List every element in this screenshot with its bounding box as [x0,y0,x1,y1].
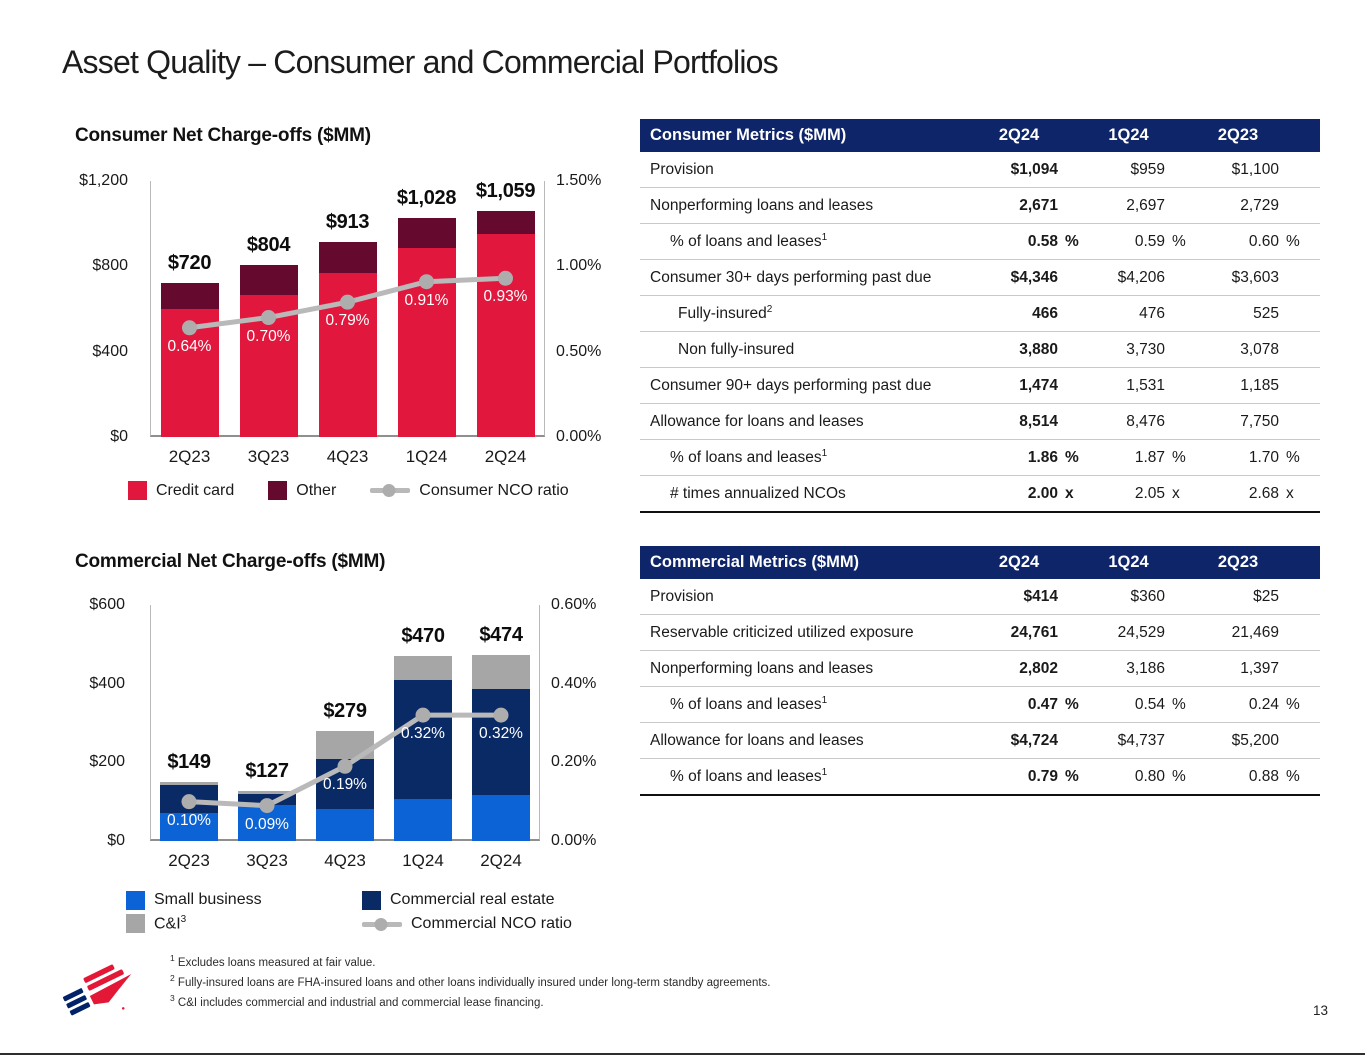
bar-total-label: $470 [401,625,445,648]
right-axis-tick: 0.50% [556,342,602,360]
nco-marker [260,798,275,813]
cell-value: 2.00 [1027,484,1058,502]
bank-logo [56,956,142,1025]
table-row [640,152,1320,188]
cell-value: 24,529 [1117,623,1165,641]
bar-total-label: $474 [479,623,523,646]
cell-value: 0.59 [1134,232,1165,250]
row-label: Consumer 30+ days performing past due [650,268,932,286]
cell-value: 2.05 [1134,484,1165,502]
cell-value: 476 [1139,304,1165,322]
footnote-line: $^1$ Excludes loans measured at fair value. [170,953,376,969]
cell-suffix: % [1172,695,1186,713]
right-axis-tick: 0.20% [551,753,597,771]
cell-value: $5,200 [1231,731,1279,749]
nco-ratio-label: 0.09% [245,815,289,833]
cell-value: 3,186 [1126,659,1165,677]
table-row [640,224,1320,260]
left-axis-tick: $400 [89,674,125,692]
cell-value: 466 [1032,304,1058,322]
cell-value: 2,671 [1019,196,1058,214]
column-header: 1Q24 [1108,126,1149,144]
table-row [640,476,1320,513]
table-row [640,759,1320,796]
nco-line-icon [370,483,410,498]
left-axis-tick: $0 [107,832,125,849]
bar-total-label: $127 [245,760,289,783]
consumer-nco-chart [58,118,718,538]
left-axis-tick: $600 [89,596,125,613]
legend-swatch [268,481,287,500]
nco-line-icon [362,917,402,932]
nco-marker [494,708,509,723]
nco-marker [340,295,355,310]
row-label: Nonperforming loans and leases [650,659,874,677]
nco-ratio-label: 0.79% [325,312,370,330]
right-axis-tick: 0.00% [551,832,597,849]
cell-value: $25 [1253,587,1279,605]
legend-label: Other [296,481,337,499]
cell-value: $1,094 [1010,160,1058,178]
row-label: Non fully-insured [678,340,795,358]
right-axis-tick: 0.40% [551,674,597,692]
nco-ratio-line [150,605,540,841]
x-axis-label: 4Q23 [324,851,366,870]
left-axis-tick: $400 [92,342,128,360]
x-axis-label: 2Q23 [168,851,210,870]
nco-ratio-line [150,181,545,437]
row-label: Allowance for loans and leases [650,731,864,749]
cell-value: 0.24 [1248,695,1279,713]
cell-value: 2,729 [1240,196,1279,214]
nco-ratio-label: 0.32% [401,725,445,743]
nco-ratio-label: 0.64% [167,337,212,355]
nco-ratio-label: 0.70% [246,327,291,345]
table-title: Consumer Metrics ($MM) [650,126,847,144]
column-header: 2Q24 [998,553,1040,571]
right-axis-tick: 1.50% [556,172,602,189]
column-header: 2Q23 [1217,126,1259,144]
row-label: % of loans and leases$^1$ [670,231,828,251]
cell-suffix: x [1286,484,1294,502]
x-axis-label: 2Q24 [484,447,527,466]
nco-marker [182,794,197,809]
cell-value: 2.68 [1248,484,1279,502]
cell-value: 0.47 [1027,695,1058,713]
table-title: Commercial Metrics ($MM) [650,553,860,571]
left-axis-tick: $200 [89,753,125,771]
column-header: 2Q24 [998,126,1040,144]
left-axis-tick: $1,200 [79,172,128,189]
cell-value: 2,697 [1126,196,1165,214]
row-label: % of loans and leases$^1$ [670,766,828,786]
legend-label: Small business [154,891,262,908]
x-axis-label: 2Q23 [168,447,211,466]
table-row [640,188,1320,224]
x-axis-label: 3Q23 [247,447,290,466]
cell-suffix: % [1286,232,1300,250]
row-label: % of loans and leases$^1$ [670,447,828,467]
legend-item [362,915,572,933]
legend-item [126,891,362,910]
right-axis-tick: 1.00% [556,257,602,275]
x-axis-label: 1Q24 [402,851,444,870]
table-row [640,687,1320,723]
bar-total-label: $720 [167,252,212,275]
cell-value: 3,730 [1126,340,1165,358]
legend-swatch [126,891,145,910]
nco-ratio-label: 0.10% [167,811,211,829]
cell-suffix: % [1172,232,1186,250]
page-title: Asset Quality – Consumer and Commercial Portfolios [62,44,778,80]
cell-value: 1,185 [1240,376,1279,394]
right-axis-tick: 0.00% [556,428,602,445]
nco-ratio-label: 0.91% [404,291,449,309]
cell-value: 0.88 [1248,767,1279,785]
table-row [640,615,1320,651]
legend-label: Commercial real estate [390,891,555,908]
page-number: 13 [1312,1003,1328,1018]
cell-value: 0.54 [1134,695,1165,713]
cell-value: 1.86 [1027,448,1058,466]
cell-suffix: % [1286,695,1300,713]
cell-value: 3,078 [1240,340,1279,358]
cell-value: 1.70 [1248,448,1279,466]
row-label: Consumer 90+ days performing past due [650,376,932,394]
right-axis-tick: 0.60% [551,596,597,613]
legend-label: Consumer NCO ratio [419,481,569,499]
footnotes [170,951,930,1010]
cell-suffix: % [1172,767,1186,785]
x-axis-label: 4Q23 [326,447,369,466]
bar-total-label: $1,028 [396,186,457,209]
row-label: Nonperforming loans and leases [650,196,874,214]
nco-marker [498,271,513,286]
cell-suffix: % [1065,695,1079,713]
table-row [640,723,1320,759]
bar-total-label: $149 [167,751,211,774]
cell-value: 1.87 [1134,448,1165,466]
row-label: # times annualized NCOs [670,484,846,502]
table-row [640,579,1320,615]
legend-label: $C\&I^3$ [154,914,187,933]
cell-value: $4,346 [1010,268,1058,286]
cell-value: 0.60 [1248,232,1279,250]
bar-total-label: $804 [246,234,291,257]
chart-title: Commercial Net Charge-offs ($MM) [75,551,386,572]
commercial-nco-chart [58,544,718,984]
legend-item [126,914,362,933]
cell-value: 8,514 [1019,412,1058,430]
nco-marker [261,310,276,325]
cell-value: 2,802 [1019,659,1058,677]
legend-swatch [128,481,147,500]
cell-value: $414 [1023,587,1058,605]
cell-suffix: % [1172,448,1186,466]
nco-ratio-label: 0.32% [479,725,523,743]
cell-suffix: % [1065,232,1079,250]
legend-label: Commercial NCO ratio [411,915,572,932]
column-header: 2Q23 [1217,553,1259,571]
footnote-line: $^3$ C&I includes commercial and industrial and commercial lease financing. [170,992,544,1009]
cell-value: 7,750 [1240,412,1279,430]
legend-swatch [126,914,145,933]
nco-marker [182,320,197,335]
left-axis-tick: $0 [110,428,128,445]
column-header: 1Q24 [1108,553,1149,571]
cell-suffix: % [1065,448,1079,466]
cell-suffix: % [1065,767,1079,785]
bar-total-label: $913 [325,211,370,234]
table-row [640,368,1320,404]
table-row [640,440,1320,476]
legend-item [128,481,234,500]
cell-value: 21,469 [1231,623,1279,641]
table-row [640,260,1320,296]
cell-value: 0.79 [1027,767,1058,785]
row-label: Allowance for loans and leases [650,412,864,430]
logo-red-swoosh [89,974,138,1009]
cell-value: $1,100 [1231,160,1279,178]
cell-value: 3,880 [1019,340,1058,358]
commercial-metrics-table [640,546,1320,796]
cell-suffix: x [1172,484,1180,502]
cell-value: 525 [1253,304,1279,322]
cell-value: $4,724 [1010,731,1058,749]
cell-value: $4,737 [1117,731,1165,749]
legend-swatch [362,891,381,910]
nco-marker [338,759,353,774]
table-header [640,119,1320,152]
row-label: Provision [650,587,714,605]
cell-value: $4,206 [1117,268,1165,286]
left-axis-tick: $800 [92,257,128,275]
x-axis-label: 1Q24 [405,447,448,466]
cell-value: $3,603 [1231,268,1279,286]
table-row [640,651,1320,687]
cell-value: 1,474 [1019,376,1058,394]
bar-total-label: $1,059 [475,180,536,203]
consumer-metrics-table [640,119,1320,513]
cell-suffix: % [1286,448,1300,466]
row-label: Provision [650,160,714,178]
nco-marker [419,274,434,289]
row-label: Reservable criticized utilized exposure [650,623,914,641]
row-label: % of loans and leases$^1$ [670,694,828,714]
legend-item [268,481,336,500]
cell-value: $360 [1130,587,1165,605]
nco-marker [416,708,431,723]
nco-ratio-label: 0.19% [323,776,367,794]
bar-total-label: $279 [323,700,367,723]
row-label: Fully-insured$^2$ [678,303,773,323]
x-axis-label: 3Q23 [246,851,288,870]
cell-value: 1,397 [1240,659,1279,677]
cell-value: 0.58 [1027,232,1058,250]
cell-value: 24,761 [1010,623,1058,641]
nco-ratio-label: 0.93% [483,288,528,306]
legend-item [370,482,568,500]
x-axis-label: 2Q24 [480,851,522,870]
footnote-line: $^2$ Fully-insured loans are FHA-insured loans and other loans individually insured under long-term standby agreements. [170,972,771,989]
cell-suffix: % [1286,767,1300,785]
chart-title: Consumer Net Charge-offs ($MM) [75,125,371,146]
table-row [640,332,1320,368]
chart-legend [126,888,572,936]
table-row [640,404,1320,440]
cell-value: 1,531 [1126,376,1165,394]
cell-value: 0.80 [1134,767,1165,785]
legend-label: Credit card [156,481,235,499]
cell-value: $959 [1130,160,1165,178]
cell-suffix: x [1065,484,1074,502]
chart-legend [128,481,569,500]
cell-value: 8,476 [1126,412,1165,430]
table-row [640,296,1320,332]
table-header [640,546,1320,579]
legend-item [362,891,572,910]
